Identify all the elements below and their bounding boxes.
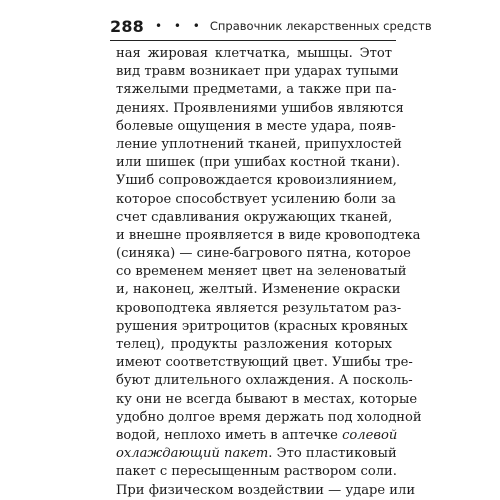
text-line: телец), продукты разложения которых	[116, 337, 392, 352]
text-line: буют длительного охлаждения. А посколь-	[116, 373, 413, 389]
text-line: которое способствует усилению боли за	[116, 191, 396, 207]
body-text	[116, 45, 422, 500]
text-line: дениях. Проявлениями ушибов являются	[116, 100, 404, 116]
text-line: Ушиб сопровождается кровоизлиянием,	[116, 173, 397, 189]
text-line: вид травм возникает при ударах тупыми	[116, 64, 399, 80]
text-line: или шишек (при ушибах костной ткани).	[116, 155, 401, 171]
header-rule	[110, 40, 396, 41]
text-line: имеют соответствующий цвет. Ушибы тре-	[116, 355, 413, 371]
text-line: ная жировая клетчатка, мышцы. Этот	[116, 46, 392, 61]
italic-term: солевой	[342, 427, 398, 443]
text-line: пакет с пересыщенным раствором соли.	[116, 464, 397, 480]
header-dots: • • •	[155, 19, 204, 33]
text-line: и внешне проявляется в виде кровоподтека	[116, 227, 421, 243]
text-line: При физическом воздействии — ударе или	[116, 482, 416, 498]
running-header	[110, 14, 432, 38]
text-line: ку они не всегда бывают в местах, которые	[116, 391, 418, 407]
text-line-with-italic	[116, 427, 398, 445]
text-line: счет сдавливания окружающих тканей,	[116, 209, 393, 225]
text-line: кровоподтека является результатом раз-	[116, 300, 402, 316]
text-line: ление уплотнений тканей, припухлостей	[116, 136, 402, 152]
italic-term: охлаждающий пакет	[116, 446, 269, 462]
text-line: тяжелыми предметами, а также при па-	[116, 82, 397, 98]
page-number: 288	[110, 16, 144, 36]
header-title: Справочник лекарственных средств	[209, 19, 432, 33]
text-line: рушения эритроцитов (красных кровяных	[116, 318, 408, 334]
text-line-with-italic	[116, 445, 397, 463]
text-line: удобно долгое время держать под холодной	[116, 409, 422, 425]
text-run: водой, неплохо иметь в аптечке	[116, 427, 343, 443]
text-line: со временем меняет цвет на зеленоватый	[116, 264, 407, 280]
text-line: и, наконец, желтый. Изменение окраски	[116, 282, 401, 298]
text-line: болевые ощущения в месте удара, появ-	[116, 118, 396, 134]
text-run: . Это пластиковый	[268, 446, 397, 462]
text-line: (синяка) — сине-багрового пятна, которое	[116, 246, 411, 262]
